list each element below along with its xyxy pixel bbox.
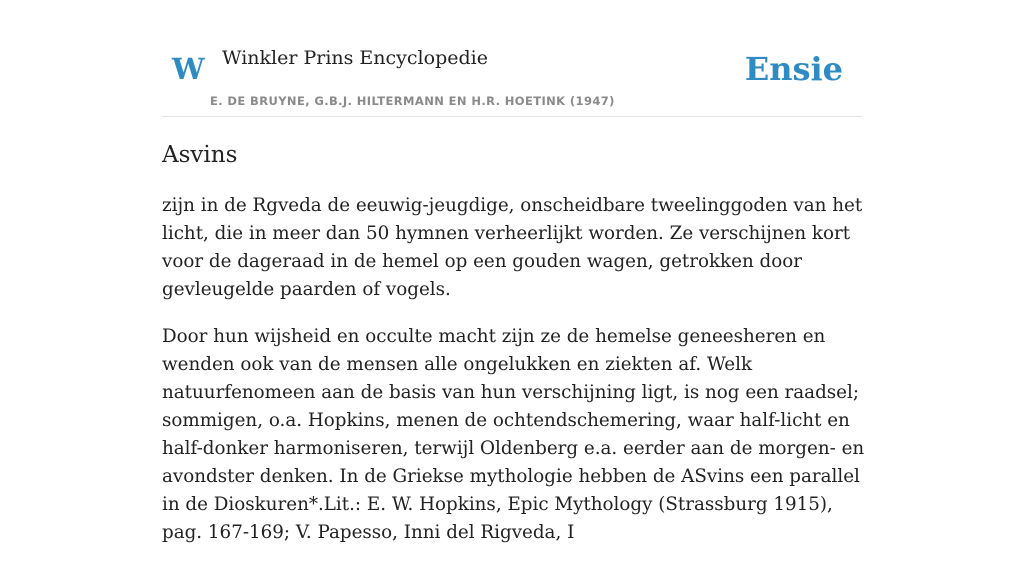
- entry-body: [162, 192, 866, 566]
- publication-title[interactable]: Winkler Prins Encyclopedie: [222, 47, 488, 69]
- entry-paragraph: zijn in de Rgveda de eeuwig-jeugdige, onscheidbare tweelinggoden van het licht, die in meer dan 50 hymnen verheerlijkt worden. Ze verschijnen kort voor de dageraad in de hemel op een gouden wagen, getrokken door gevleugelde paarden of vogels.: [162, 195, 863, 300]
- publication-authors: E. DE BRUYNE, G.B.J. HILTERMANN EN H.R. HOETINK (1947): [210, 94, 615, 108]
- ensie-logo[interactable]: Ensie: [744, 50, 843, 88]
- publication-logo[interactable]: W: [172, 52, 205, 86]
- entry-title: Asvins: [162, 142, 238, 168]
- site-header: [162, 0, 862, 117]
- entry-paragraph: Door hun wijsheid en occulte macht zijn ze de hemelse geneesheren en wenden ook van de mensen alle ongelukken en ziekten af. Welk natuurfenomeen aan de basis van hun verschijning ligt, is nog een raadsel; sommigen, o.a. Hopkins, menen de ochtendschemering, waar half-licht en half-donker harmoniseren, terwijl Oldenberg e.a. eerder aan de morgen- en avondster denken. In de Griekse mythologie hebben de ASvins een parallel in de Dioskuren*.Lit.: E. W. Hopkins, Epic Mythology (Strassburg 1915), pag. 167-169; V. Papesso, Inni del Rigveda, I: [162, 326, 865, 543]
